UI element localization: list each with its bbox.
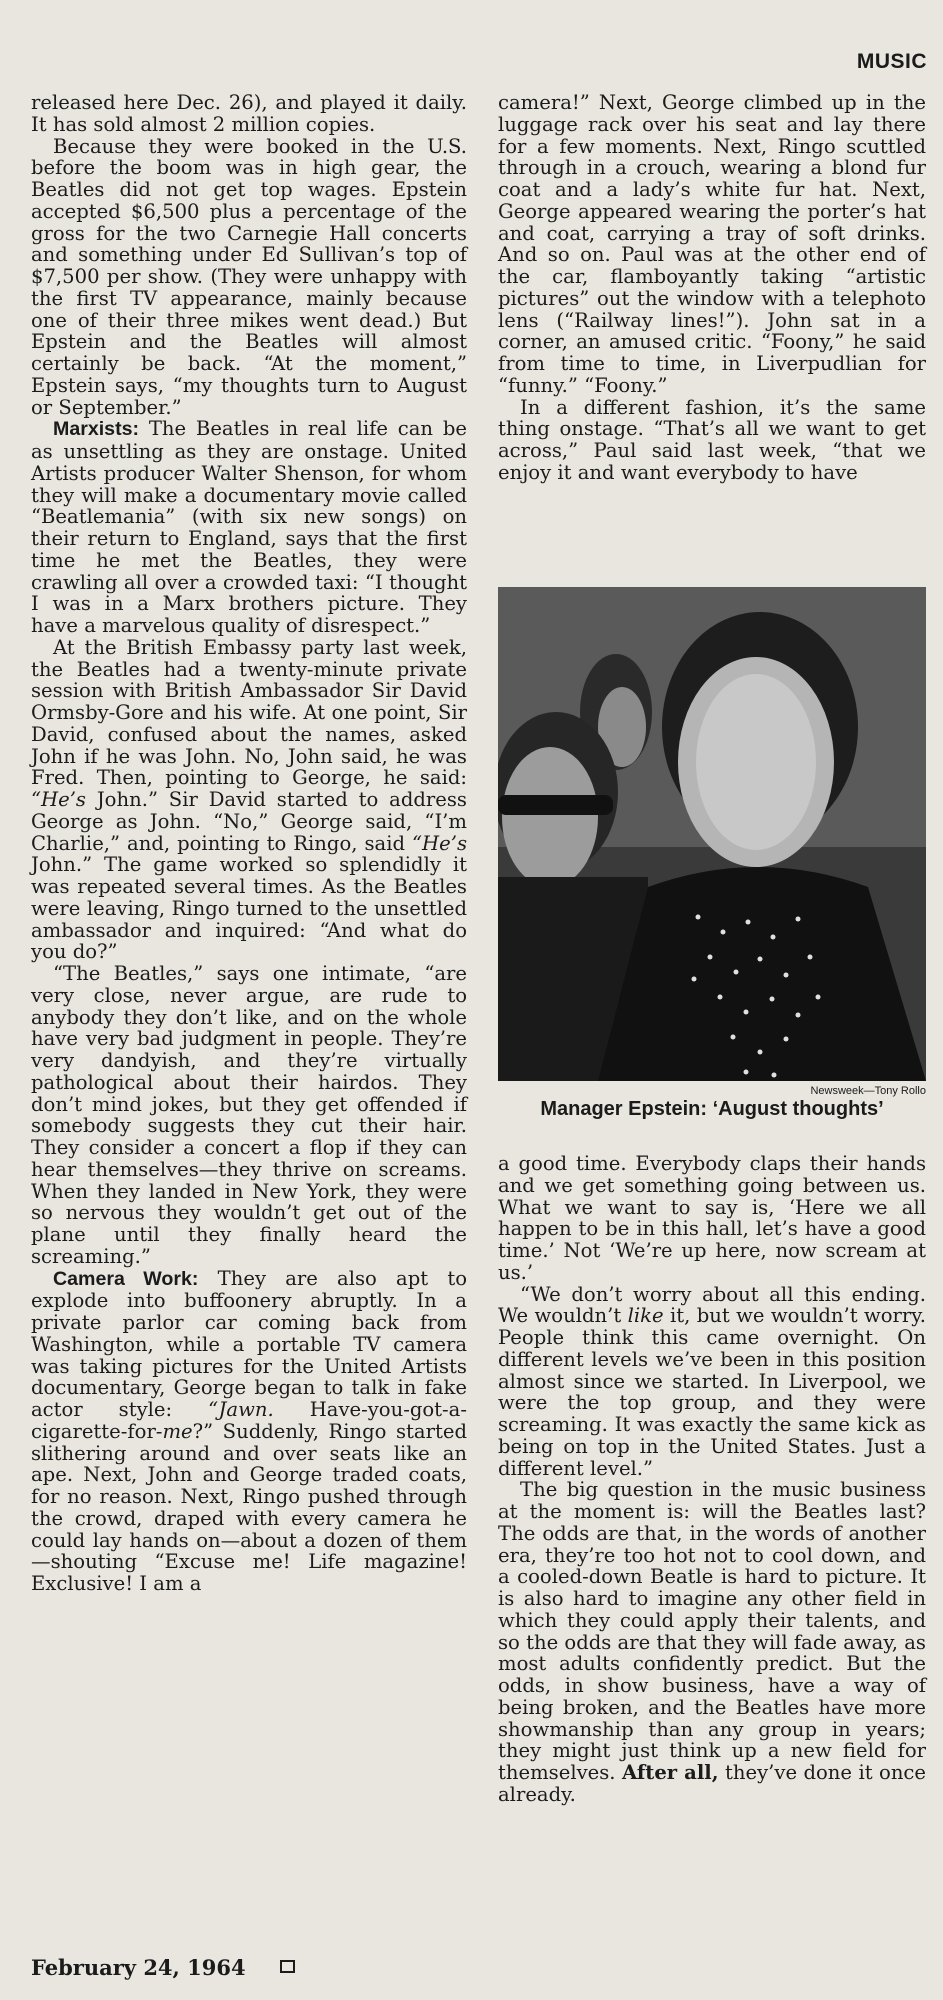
paragraph-text: John.” Sir David started to address George as John. “No,” George said, “I’m Charlie,” and, pointing to Ringo, said: [31, 788, 467, 855]
paragraph: released here Dec. 26), and played it daily. It has sold almost 2 million copies.: [31, 91, 467, 136]
paragraph-text: it, but we wouldn’t worry. People think this came overnight. On different levels we’ve been in this position almost since we started. In Liverpool, we were the top group, and they were screaming. It was exactly the same kick as being on top in the United States. Just a different level.”: [498, 1304, 926, 1480]
italic-text: like: [627, 1304, 664, 1328]
paragraph-text: they’ve done it once already.: [498, 1761, 927, 1806]
photo-illustration: [498, 587, 926, 1081]
paragraph: In a different fashion, it’s the same thing onstage. “That’s all we want to get across,” Paul said last week, “that we enjoy it and want everybody to have: [498, 395, 926, 484]
paragraph: [31, 1268, 467, 1595]
paragraph-text: “We don’t worry about all this ending. We wouldn’t: [498, 1282, 926, 1328]
paragraph: [31, 418, 467, 637]
bold-text: After all,: [621, 1761, 719, 1784]
italic-text: “Jawn.: [208, 1398, 274, 1421]
subheading-camera-work: Camera Work:: [53, 1267, 199, 1290]
photo-caption: Manager Epstein: ‘August thoughts’: [540, 1098, 884, 1120]
paragraph: [498, 1284, 926, 1480]
end-mark-icon: [280, 1960, 295, 1973]
paragraph: “The Beatles,” says one intimate, “are very close, never argue, are rude to anybody they don’t like, and on the whole have very bad judgment in people. They’re very dandyish, and they’re virtually pathological about their hairdos. They don’t mind jokes, but they get offended if somebody suggests they cut their hair. They consider a concert a flop if they can hear themselves—they thrive on screams. When they landed in New York, they were so nervous they wouldn’t get out of the plane until they finally heard the screaming.”: [31, 962, 467, 1268]
paragraph: a good time. Everybody claps their hands and we get something going between us. What we want to say is, ‘Here we all happen to be in this hall, let’s have a good time.’ Not ‘We’re up here, now scream at us.’: [498, 1152, 926, 1284]
paragraph-text: John.” The game worked so splendidly it was repeated several times. As the Beatles were leaving, Ringo turned to the unsettled ambassador and inquired: “And what do you do?”: [31, 853, 467, 964]
paragraph: [498, 1479, 926, 1805]
paragraph-text: ?” Suddenly, Ringo started slithering around and over seats like an ape. Next, John and George traded coats, for no reason. Next, Ringo pushed through the crowd, draped with every camera he could lay hands on—about a dozen of them—shouting “Excuse me! Life magazine! Exclusive! I am a: [31, 1419, 467, 1595]
page-footer: [31, 1955, 295, 1980]
paragraph-text: They are also apt to explode into buffoonery abruptly. In a private parlor car coming back from Washington, while a portable TV camera was taking pictures for the United Artists documentary, George began to talk in fake actor style:: [31, 1266, 467, 1421]
paragraph-text: The Beatles in real life can be as unsettling as they are onstage. United Artists producer Walter Shenson, for whom they will make a documentary movie called “Beatlemania” (with six new songs) on their return to England, says that the first time he met the Beatles, they were crawling all over a crowded taxi: “I thought I was in a Marx brothers picture. They have a marvelous quality of disrespect.”: [31, 417, 467, 637]
paragraph: Because they were booked in the U.S. before the boom was in high gear, the Beatles did not get top wages. Epstein accepted $6,500 plus a percentage of the gross for the two Carnegie Hall concerts and something under Ed Sullivan’s top of $7,500 per show. (They were unhappy with the first TV appearance, mainly because one of their three mikes went dead.) But Epstein and the Beatles will almost certainly be back. “At the moment,” Epstein says, “my thoughts turn to August or September.”: [31, 134, 467, 419]
paragraph-text: At the British Embassy party last week, the Beatles had a twenty-minute private session with British Ambassador Sir David Ormsby-Gore and his wife. At one point, Sir David, confused about the names, asked John if he was John. No, John said, he was Fred. Then, pointing to George, he said:: [31, 635, 467, 790]
left-column: [31, 92, 467, 1595]
italic-text: “He’s: [31, 788, 86, 811]
section-label: MUSIC: [856, 50, 927, 73]
paragraph: camera!” Next, George climbed up in the luggage rack over his seat and lay there for a few moments. Next, Ringo scuttled through in a crouch, wearing a blond fur coat and a lady’s white fur hat. Next, George appeared wearing the porter’s hat and coat, carrying a tray of soft drinks. And so on. Paul was at the other end of the car, flamboyantly taking “artistic pictures” out the window with a telephoto lens (“Railway lines!”). John sat in a corner, an amused critic. “Foony,” he said from time to time, in Liverpudlian for “funny.” “Foony.”: [498, 91, 926, 397]
paragraph: [31, 637, 467, 963]
right-column-top: [498, 92, 926, 484]
italic-text: “He’s: [412, 831, 467, 855]
photo-credit: Newsweek—Tony Rollo: [810, 1085, 926, 1097]
right-column-bottom: [498, 1153, 926, 1806]
subheading-marxists: Marxists:: [53, 418, 140, 441]
paragraph-text: Have-you-got-a-cigarette-for-: [31, 1398, 467, 1443]
italic-text: me: [162, 1419, 193, 1443]
paragraph-text: The big question in the music business at the moment is: will the Beatles last? The odds are that, in the words of another era, they’re too hot not to cool down, and a cooled-down Beatle is hard to picture. It is also hard to imagine any other field in which they could apply their talents, and so the odds are that they will fade away, as most adults confidently predict. But the odds, in show business, have a way of being broken, and the Beatles have more showmanship than any group in years; they might just think up a new field for themselves.: [498, 1478, 926, 1784]
photo-epstein: [498, 587, 926, 1081]
issue-date: February 24, 1964: [31, 1955, 246, 1980]
